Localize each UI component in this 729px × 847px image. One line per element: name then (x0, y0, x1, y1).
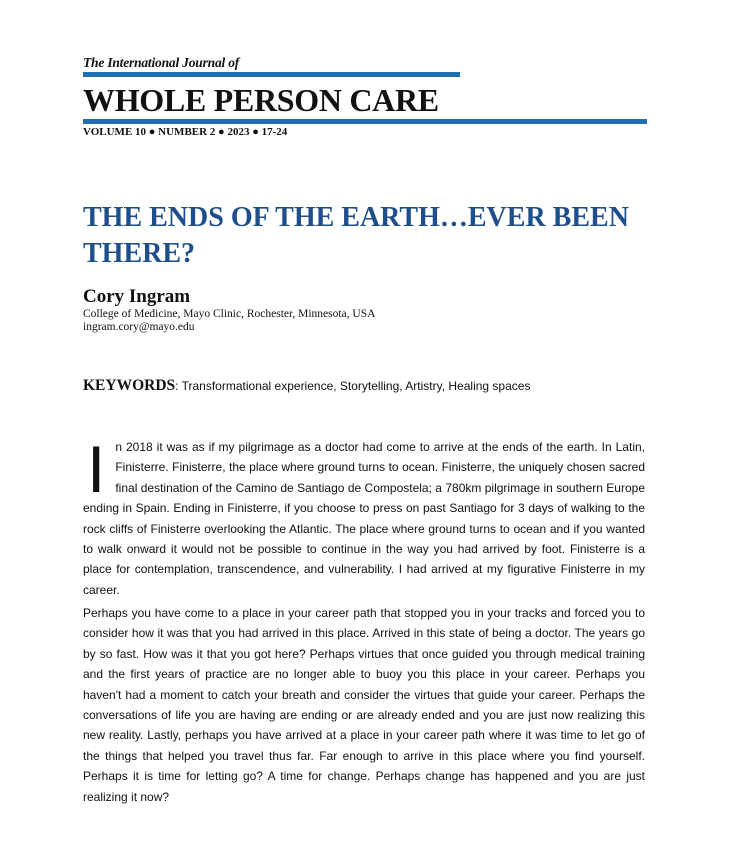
keywords-label: KEYWORDS (83, 377, 176, 394)
author-email[interactable]: ingram.cory@mayo.edu (83, 321, 195, 333)
keywords-values: Transformational experience, Storytelling, Artistry, Healing spaces (178, 379, 531, 393)
article-title: THE ENDS OF THE EARTH…EVER BEEN THERE? (83, 202, 629, 269)
author-affiliation: College of Medicine, Mayo Clinic, Rochester, Minnesota, USA (83, 308, 376, 320)
journal-name: WHOLE PERSON CARE (83, 82, 439, 118)
header-rule-short (83, 72, 460, 77)
paragraph-1-text: n 2018 it was as if my pilgrimage as a doctor had come to arrive at the ends of the earth. In Latin, Finisterre. Finisterre, the place where ground turns to ocean. Finisterre, the uniquely chosen sacred final destination of the Camino de Santiago de Compostela; a 780km pilgrimage in southern Europe ending in Spain. Ending in Finisterre, if you choose to press on past Santiago for 3 days of walking to the rock cliffs of Finisterre overlooking the Atlantic. The place where ground turns to ocean and if you wanted to walk onward it would not be possible to continue in the way you had arrived by foot. Finisterre is a place for contemplation, transcendence, and vulnerability. I had arrived at my figurative Finisterre in my career. (83, 440, 645, 597)
header-rule-long (83, 119, 647, 124)
journal-prefix: The International Journal of (83, 55, 240, 70)
keywords-separator: : (175, 379, 179, 393)
volume-line: VOLUME 10 ● NUMBER 2 ● 2023 ● 17-24 (83, 126, 288, 138)
dropcap-letter: I (87, 432, 106, 506)
keywords-line (83, 377, 530, 395)
body-paragraph-2: Perhaps you have come to a place in your career path that stopped you in your tracks and forced you to consider how it was that you had arrived in this place. Arrived in this state of being a doctor. The years go by so fast. How was it that you got here? Perhaps virtues that once guided you through medical training and the first years of practice are no longer able to buoy you this place in your career. Perhaps you haven't had a moment to catch your breath and consider the virtues that guide your career. Perhaps the conversations of life you are having are ending or are already ended and you are just now realizing this new reality. Lastly, perhaps you have arrived at a place in your career path where it was time to let go of the things that helped you travel thus far. Far enough to arrive in this place where you find yourself. Perhaps it is time for letting go? A time for change. Perhaps change has happened and you are just realizing it now? (83, 606, 645, 804)
author-name: Cory Ingram (83, 286, 191, 307)
body-paragraph-1 (83, 432, 645, 600)
